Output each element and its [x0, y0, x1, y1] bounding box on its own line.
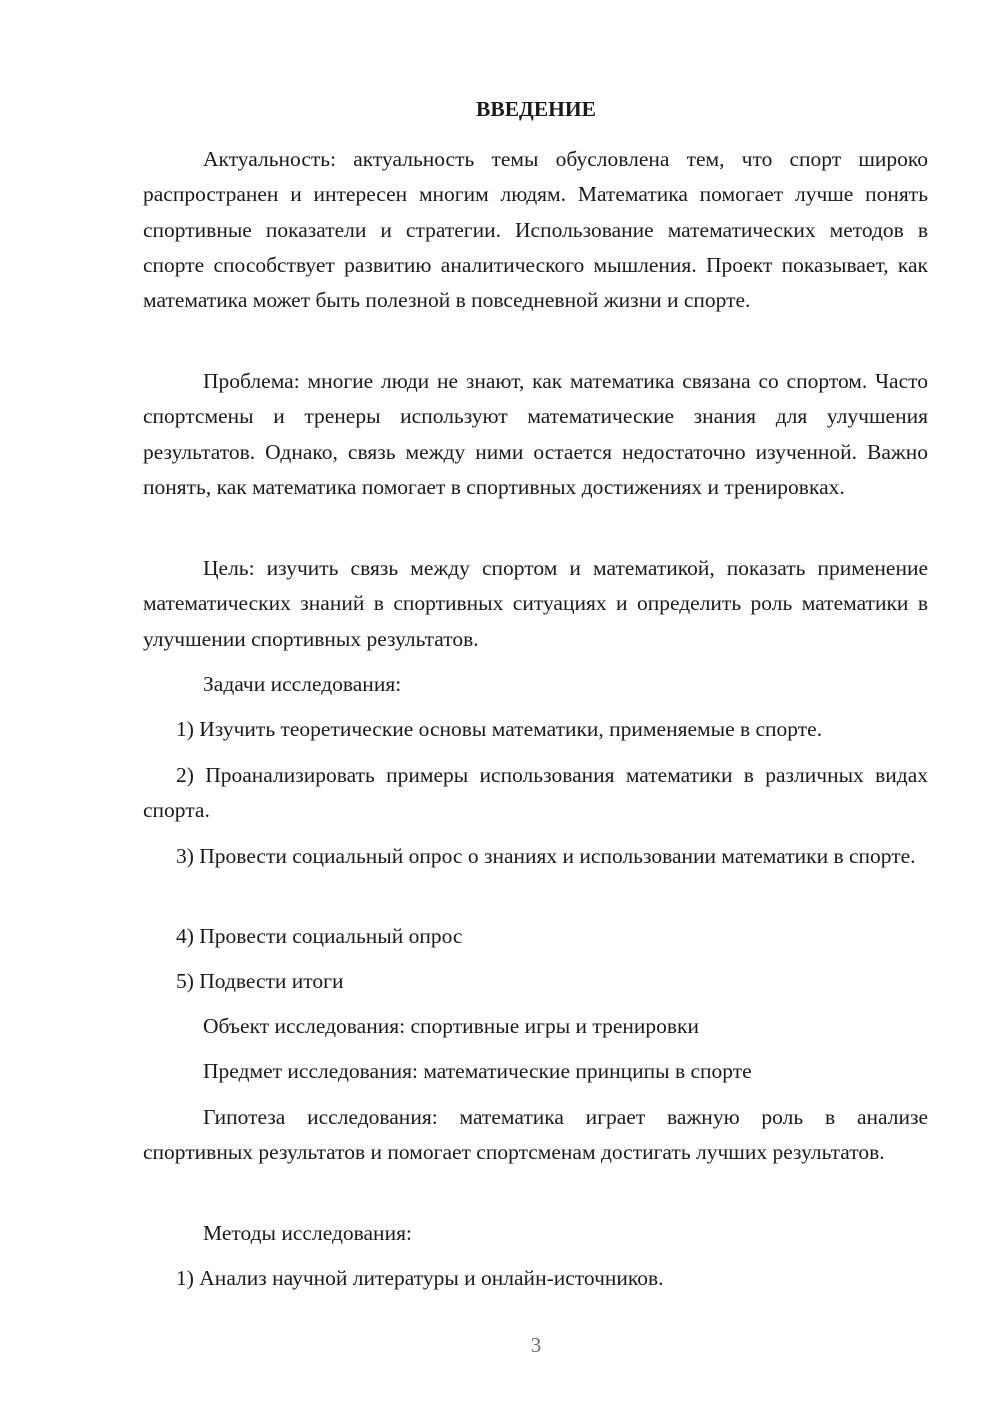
problem-paragraph: Проблема: многие люди не знают, как математика связана со спортом. Часто спортсмены и тренеры используют математические знания для улучшения результатов. Однако, связь между ними остается недостаточно изученной. Важно понять, как математика помогает в спортивных достижениях и тренировках. — [143, 369, 928, 499]
subject-paragraph: Предмет исследования: математические принципы в спорте — [203, 1059, 752, 1083]
task-item: 1) Изучить теоретические основы математики, применяемые в спорте. — [176, 717, 823, 741]
task-item: 5) Подвести итоги — [176, 969, 344, 993]
hypothesis-paragraph: Гипотеза исследования: математика играет важную роль в анализе спортивных результатов и помогает спортсменам достигать лучших результатов. — [143, 1105, 928, 1165]
page-number: 3 — [530, 1333, 542, 1357]
tasks-heading: Задачи исследования: — [203, 672, 402, 696]
task-item: 4) Провести социальный опрос — [176, 924, 463, 948]
task-item: 2) Проанализировать примеры использования математики в различных видах спорта. — [143, 763, 928, 823]
methods-heading: Методы исследования: — [203, 1221, 412, 1245]
task-item: 3) Провести социальный опрос о знаниях и использовании математики в спорте. — [176, 844, 916, 868]
page-title: ВВЕДЕНИЕ — [476, 97, 596, 121]
method-item: 1) Анализ научной литературы и онлайн-источников. — [176, 1266, 664, 1290]
goal-paragraph: Цель: изучить связь между спортом и математикой, показать применение математических знаний в спортивных ситуациях и определить роль математики в улучшении спортивных результатов. — [143, 556, 928, 651]
relevance-paragraph: Актуальность: актуальность темы обусловлена тем, что спорт широко распространен и интересен многим людям. Математика помогает лучше понять спортивные показатели и стратегии. Использование математических методов в спорте способствует развитию аналитического мышления. Проект показывает, как математика может быть полезной в повседневной жизни и спорте. — [143, 147, 928, 313]
object-paragraph: Объект исследования: спортивные игры и тренировки — [203, 1014, 699, 1038]
